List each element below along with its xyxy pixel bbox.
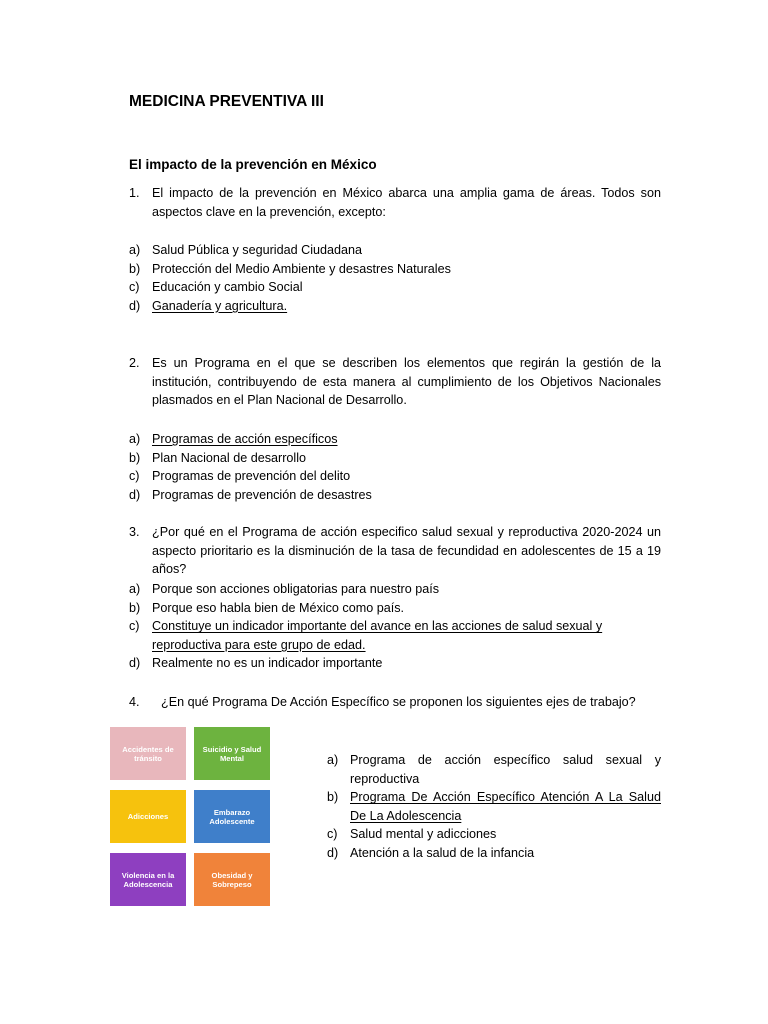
question-3-options bbox=[129, 580, 661, 673]
option-a bbox=[129, 580, 661, 599]
option-text-answer: Programa De Acción Específico Atención A La Salud De La Adolescencia bbox=[350, 790, 661, 823]
question-number: 3. bbox=[129, 525, 140, 539]
option-b bbox=[129, 449, 661, 468]
option-text-answer: Programas de acción específicos bbox=[152, 432, 338, 446]
option-c bbox=[129, 278, 661, 297]
question-4 bbox=[129, 693, 636, 712]
question-3 bbox=[129, 523, 661, 579]
section-heading: El impacto de la prevención en México bbox=[129, 157, 377, 172]
option-letter: c) bbox=[129, 469, 140, 484]
option-b bbox=[129, 260, 661, 279]
question-4-options bbox=[327, 751, 661, 863]
option-d bbox=[129, 297, 661, 316]
question-text: Es un Programa en el que se describen los elementos que regirán la gestión de la institución, contribuyendo de esta manera al cumplimiento de los Objetivos Nacionales plasmados en el Plan Nacional de Desarrollo. bbox=[152, 356, 661, 408]
tile-label: Suicidio y Salud Mental bbox=[202, 744, 262, 763]
tile-label: Adicciones bbox=[127, 812, 169, 821]
option-letter: d) bbox=[129, 487, 141, 502]
document-title: MEDICINA PREVENTIVA III bbox=[129, 93, 324, 110]
tile-label: Violencia en la Adolescencia bbox=[121, 870, 175, 889]
option-letter: a) bbox=[129, 432, 141, 446]
option-c bbox=[129, 467, 661, 486]
option-a bbox=[129, 241, 661, 260]
axis-tile-adolescent-pregnancy bbox=[194, 790, 270, 843]
question-number: 2. bbox=[129, 356, 140, 370]
option-text: Educación y cambio Social bbox=[152, 280, 303, 295]
work-axes-graphic bbox=[110, 727, 270, 907]
option-text: Programas de prevención del delito bbox=[152, 469, 351, 484]
option-letter: b) bbox=[129, 600, 141, 615]
option-text: Atención a la salud de la infancia bbox=[350, 845, 535, 860]
axis-tile-addictions bbox=[110, 790, 186, 843]
axis-tile-suicide-mental-health bbox=[194, 727, 270, 780]
option-text: Salud Pública y seguridad Ciudadana bbox=[152, 243, 363, 257]
axis-tile-adolescent-violence bbox=[110, 853, 186, 906]
option-b bbox=[327, 788, 661, 825]
option-text: Realmente no es un indicador importante bbox=[152, 656, 383, 671]
option-a bbox=[129, 430, 661, 449]
question-number: 4. bbox=[129, 695, 140, 709]
axis-tile-obesity-overweight bbox=[194, 853, 270, 906]
option-letter: a) bbox=[129, 582, 141, 596]
option-letter: d) bbox=[129, 656, 141, 671]
option-letter: b) bbox=[327, 790, 339, 805]
option-text: Porque son acciones obligatorias para nuestro país bbox=[152, 582, 440, 596]
option-d bbox=[129, 654, 661, 673]
option-text: Programa de acción específico salud sexual y reproductiva bbox=[350, 753, 661, 786]
option-letter: c) bbox=[129, 619, 140, 634]
option-b bbox=[129, 599, 661, 618]
question-2 bbox=[129, 354, 661, 410]
axis-tile-traffic-accidents bbox=[110, 727, 186, 780]
option-text: Programas de prevención de desastres bbox=[152, 487, 372, 502]
option-text-answer: Constituye un indicador importante del avance en las acciones de salud sexual y reproductiva para este grupo de edad. bbox=[152, 619, 603, 652]
option-letter: d) bbox=[129, 298, 141, 313]
option-letter: d) bbox=[327, 845, 339, 860]
option-a bbox=[327, 751, 661, 788]
option-letter: c) bbox=[327, 827, 338, 842]
option-text: Plan Nacional de desarrollo bbox=[152, 450, 307, 465]
option-d bbox=[327, 844, 661, 863]
option-letter: a) bbox=[129, 243, 141, 257]
question-1 bbox=[129, 184, 661, 221]
tile-label: Embarazo Adolescente bbox=[209, 807, 255, 826]
question-1-options bbox=[129, 241, 661, 315]
option-c bbox=[129, 617, 622, 654]
option-text-answer: Ganadería y agricultura. bbox=[152, 298, 288, 313]
question-text: ¿Por qué en el Programa de acción especifico salud sexual y reproductiva 2020-2024 un aspecto prioritario es la disminución de la tasa de fecundidad en adolescentes de 15 a 19 años? bbox=[152, 525, 661, 577]
option-letter: a) bbox=[327, 753, 339, 767]
option-letter: b) bbox=[129, 261, 141, 276]
question-number: 1. bbox=[129, 186, 140, 200]
tile-label: Obesidad y Sobrepeso bbox=[211, 870, 253, 889]
option-text: Protección del Medio Ambiente y desastres Naturales bbox=[152, 261, 451, 276]
option-letter: c) bbox=[129, 280, 140, 295]
option-letter: b) bbox=[129, 450, 141, 465]
option-text: Salud mental y adicciones bbox=[350, 827, 497, 842]
question-text: ¿En qué Programa De Acción Específico se proponen los siguientes ejes de trabajo? bbox=[161, 695, 636, 709]
option-c bbox=[327, 825, 661, 844]
option-d bbox=[129, 486, 661, 505]
option-text: Porque eso habla bien de México como país. bbox=[152, 600, 405, 615]
question-text: El impacto de la prevención en México abarca una amplia gama de áreas. Todos son aspectos clave en la prevención, excepto: bbox=[152, 186, 661, 219]
tile-label: Accidentes de tránsito bbox=[122, 744, 174, 763]
question-2-options bbox=[129, 430, 661, 504]
